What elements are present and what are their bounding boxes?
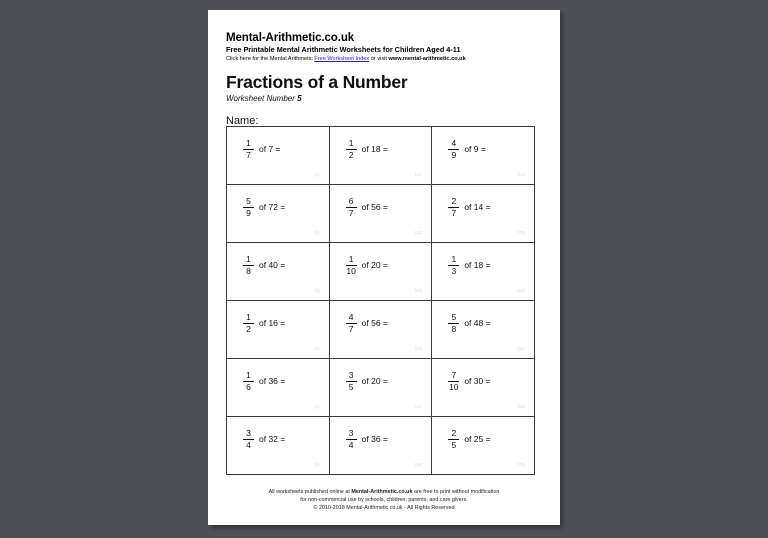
question-text: of 9 = [464, 144, 486, 154]
fraction-numerator: 4 [451, 138, 457, 148]
fraction-numerator: 1 [348, 254, 354, 264]
question-number: (12) [414, 230, 423, 235]
footer-line-2: for non-commercial use by schools, children, parents, and care givers. [300, 497, 468, 503]
question-number: (15) [414, 404, 423, 409]
fraction-denominator: 10 [449, 381, 459, 392]
page-title: Fractions of a Number [226, 72, 408, 92]
fraction-numerator: 1 [246, 138, 251, 148]
brand-links-line [226, 55, 536, 64]
footer-line-1-post: are free to print without modification [412, 489, 500, 495]
fraction [344, 313, 359, 333]
fraction-denominator: 9 [246, 207, 251, 218]
fraction-numerator: 5 [451, 312, 457, 322]
site-url-text: www.mental-arithmetic.co.uk [388, 56, 466, 62]
links-prefix-text: Click here for the Mental Arithmetic [226, 56, 315, 62]
free-worksheet-index-link[interactable]: Free Worksheet Index [314, 56, 370, 62]
question-text: of 16 = [259, 318, 286, 328]
fraction-denominator: 5 [451, 439, 457, 450]
question-text: of 18 = [361, 144, 388, 154]
question-cell[interactable] [227, 127, 330, 185]
question-cell[interactable] [329, 185, 432, 243]
fraction-numerator: 1 [348, 138, 354, 148]
question-text: of 36 = [259, 376, 286, 386]
fraction-denominator: 4 [246, 439, 251, 450]
question-number: (25) [517, 404, 525, 409]
page-footer [208, 488, 560, 512]
question-content [446, 313, 490, 333]
question-cell[interactable] [329, 359, 432, 417]
brand-name: Mental-Arithmetic.co.uk [226, 32, 355, 44]
fraction [241, 313, 256, 333]
fraction [446, 313, 461, 333]
question-cell[interactable] [329, 243, 432, 301]
question-cell[interactable] [432, 127, 535, 185]
question-cell[interactable] [432, 301, 535, 359]
fraction [344, 197, 359, 217]
question-content [344, 429, 388, 449]
fraction-numerator: 7 [451, 370, 457, 380]
question-number: (14) [414, 346, 423, 351]
fraction-denominator: 4 [348, 439, 354, 450]
fraction-denominator: 5 [348, 381, 354, 392]
fraction [446, 371, 461, 391]
question-cell[interactable] [227, 185, 330, 243]
question-number: (21) [517, 172, 525, 177]
question-text: of 56 = [361, 202, 388, 212]
fraction [344, 255, 359, 275]
table-row [227, 185, 535, 243]
question-cell[interactable] [227, 359, 330, 417]
fraction [446, 139, 461, 159]
fraction-denominator: 8 [246, 265, 251, 276]
question-text: of 14 = [464, 202, 491, 212]
table-row [227, 243, 535, 301]
question-text: of 18 = [464, 260, 491, 270]
brand-tagline: Free Printable Mental Arithmetic Worksheets for Children Aged 4-11 [226, 45, 461, 54]
fraction-denominator: 7 [451, 207, 457, 218]
question-cell[interactable] [432, 359, 535, 417]
worksheet-subtitle [226, 93, 536, 104]
question-content [344, 371, 388, 391]
question-number: (16) [414, 462, 423, 467]
fraction-denominator: 7 [348, 323, 354, 334]
question-number: (24) [517, 346, 525, 351]
fraction [344, 429, 359, 449]
question-cell[interactable] [227, 301, 330, 359]
footer-line-1-pre: All worksheets published online at [268, 489, 352, 495]
question-text: of 20 = [361, 260, 388, 270]
question-number: (11) [414, 172, 423, 177]
fraction [241, 255, 256, 275]
title-block [226, 72, 536, 104]
fraction-denominator: 8 [451, 323, 457, 334]
fraction-denominator: 9 [451, 149, 457, 160]
question-text: of 36 = [361, 434, 388, 444]
worksheet-subtitle-text: Worksheet Number [226, 94, 298, 103]
question-content [446, 139, 486, 159]
questions-grid [226, 126, 535, 475]
fraction-numerator: 3 [348, 370, 354, 380]
fraction-numerator: 1 [246, 254, 251, 264]
question-text: of 56 = [361, 318, 388, 328]
question-cell[interactable] [329, 127, 432, 185]
footer-line-1 [208, 488, 560, 496]
questions-grid-body [227, 127, 535, 475]
question-number: (2) [314, 230, 320, 235]
name-label: Name: [226, 115, 259, 127]
question-number: (1) [314, 172, 320, 177]
question-number: (13) [414, 288, 423, 293]
question-cell[interactable] [227, 417, 330, 475]
fraction-denominator: 2 [246, 323, 251, 334]
fraction-numerator: 2 [451, 196, 457, 206]
fraction-denominator: 10 [346, 265, 356, 276]
fraction-denominator: 7 [348, 207, 354, 218]
fraction-denominator: 2 [348, 149, 354, 160]
question-content [344, 255, 388, 275]
question-content [241, 197, 285, 217]
question-text: of 20 = [361, 376, 388, 386]
question-number: (3) [314, 288, 320, 293]
fraction-numerator: 1 [246, 312, 251, 322]
fraction-numerator: 3 [246, 428, 251, 438]
question-content [446, 429, 490, 449]
question-content [446, 371, 490, 391]
fraction [446, 255, 461, 275]
question-content [344, 197, 388, 217]
fraction-numerator: 6 [348, 196, 354, 206]
question-content [344, 139, 388, 159]
fraction [241, 197, 256, 217]
question-text: of 25 = [464, 434, 491, 444]
fraction [446, 429, 461, 449]
worksheet-page [208, 10, 560, 525]
fraction-denominator: 7 [246, 149, 251, 160]
table-row [227, 127, 535, 185]
question-number: (5) [314, 404, 320, 409]
question-cell[interactable] [329, 301, 432, 359]
question-text: of 40 = [259, 260, 286, 270]
question-content [446, 197, 490, 217]
footer-brand: Mental-Arithmetic.co.uk [351, 489, 413, 495]
site-masthead [226, 32, 536, 64]
question-content [446, 255, 490, 275]
question-content [241, 371, 285, 391]
question-content [241, 313, 285, 333]
question-text: of 32 = [259, 434, 286, 444]
fraction-numerator: 4 [348, 312, 354, 322]
fraction [241, 429, 256, 449]
question-text: of 7 = [259, 144, 281, 154]
question-number: (6) [314, 462, 320, 467]
fraction-denominator: 6 [246, 381, 251, 392]
question-number: (26) [517, 462, 525, 467]
question-text: of 48 = [464, 318, 491, 328]
table-row [227, 359, 535, 417]
question-text: of 30 = [464, 376, 491, 386]
fraction-numerator: 1 [451, 254, 457, 264]
links-middle-text: or visit [369, 56, 389, 62]
fraction [446, 197, 461, 217]
question-number: (4) [314, 346, 320, 351]
question-text: of 72 = [259, 202, 286, 212]
table-row [227, 301, 535, 359]
question-cell[interactable] [432, 417, 535, 475]
fraction-numerator: 1 [246, 370, 251, 380]
question-number: (22) [517, 230, 525, 235]
fraction [241, 371, 256, 391]
fraction-numerator: 2 [451, 428, 457, 438]
question-content [344, 313, 388, 333]
question-content [241, 139, 281, 159]
fraction-denominator: 3 [451, 265, 457, 276]
question-content [241, 255, 285, 275]
worksheet-number: 5 [297, 94, 302, 103]
fraction [344, 139, 359, 159]
question-cell[interactable] [432, 185, 535, 243]
question-cell[interactable] [432, 243, 535, 301]
question-cell[interactable] [329, 417, 432, 475]
fraction [344, 371, 359, 391]
fraction-numerator: 3 [348, 428, 354, 438]
question-content [241, 429, 285, 449]
footer-copyright: © 2010-2018 Mental-Arithmetic.co.uk - All Rights Reserved [313, 505, 455, 511]
fraction [241, 139, 256, 159]
table-row [227, 417, 535, 475]
fraction-numerator: 5 [246, 196, 251, 206]
question-number: (23) [517, 288, 525, 293]
question-cell[interactable] [227, 243, 330, 301]
